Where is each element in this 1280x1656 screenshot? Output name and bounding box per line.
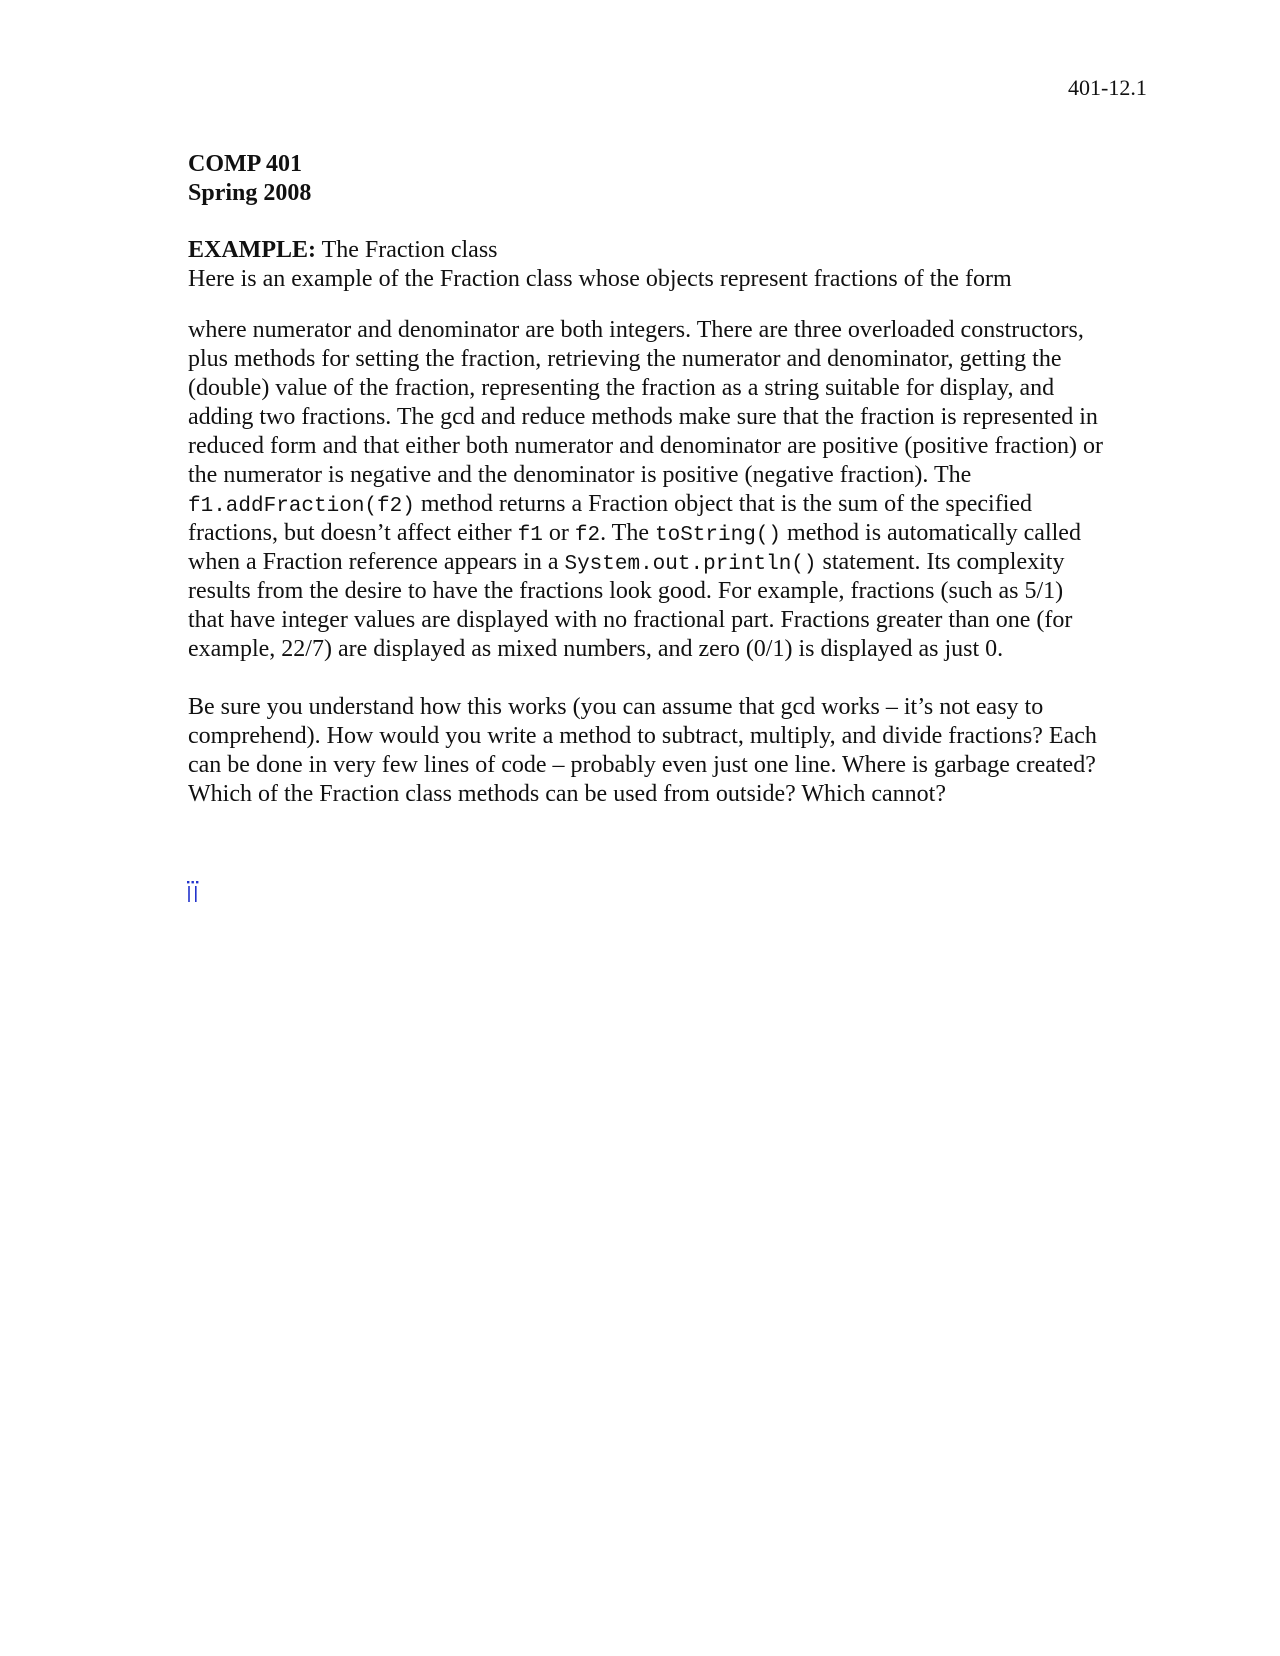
course-heading (188, 150, 1158, 208)
text-line: the numerator is negative and the denominator is positive (negative fraction). The (188, 462, 972, 488)
text-line (188, 519, 1158, 548)
code-snippet: f1.addFraction(f2) (188, 495, 415, 518)
text-run: fractions, but doesn’t affect either (188, 520, 518, 546)
text-run: method returns a Fraction object that is the sum of the specified (414, 491, 1033, 517)
code-snippet: toString() (655, 524, 782, 547)
example-title: The Fraction class (316, 237, 498, 263)
text-run: . The (600, 520, 655, 546)
document-body (188, 150, 1158, 809)
text-line: Which of the Fraction class methods can be used from outside? Which cannot? (188, 781, 946, 807)
text-line (188, 490, 1158, 519)
example-intro: Here is an example of the Fraction class whose objects represent fractions of the form (188, 266, 1012, 292)
text-line: that have integer values are displayed with no fractional part. Fractions greater than one (for (188, 607, 1073, 633)
text-line: (double) value of the fraction, representing the fraction as a string suitable for display, and (188, 375, 1055, 401)
example-label: EXAMPLE: (188, 237, 316, 263)
code-snippet: f1 (517, 524, 543, 547)
text-run: or (542, 520, 575, 546)
text-line: results from the desire to have the fractions look good. For example, fractions (such as 5/1) (188, 578, 1064, 604)
text-run: method is automatically called (781, 520, 1081, 546)
text-line (188, 548, 1158, 577)
paragraph-questions (188, 693, 1158, 809)
code-snippet: f2 (574, 524, 601, 547)
text-line: example, 22/7) are displayed as mixed numbers, and zero (0/1) is displayed as just 0. (188, 636, 1004, 662)
course-code: COMP 401 (188, 151, 302, 177)
text-run: statement. Its complexity (816, 549, 1065, 575)
code-snippet: System.out.println() (564, 553, 817, 576)
text-run: when a Fraction reference appears in a (188, 549, 565, 575)
text-line: adding two fractions. The gcd and reduce methods make sure that the fraction is represented in (188, 404, 1098, 430)
example-heading-block (188, 236, 1158, 294)
text-line: plus methods for setting the fraction, retrieving the numerator and denominator, getting the (188, 346, 1062, 372)
text-line: can be done in very few lines of code – probably even just one line. Where is garbage created? (188, 752, 1096, 778)
text-line: reduced form and that either both numerator and denominator are positive (positive fraction) or (188, 433, 1104, 459)
text-line: where numerator and denominator are both integers. There are three overloaded constructors, (188, 317, 1084, 343)
paragraph-description (188, 316, 1158, 664)
example-heading (188, 236, 1158, 265)
text-cursor-icon (186, 880, 202, 904)
text-line: comprehend). How would you write a method to subtract, multiply, and divide fractions? Each (188, 723, 1097, 749)
page-number: 401-12.1 (1068, 75, 1147, 100)
course-term: Spring 2008 (188, 180, 312, 206)
text-line: Be sure you understand how this works (you can assume that gcd works – it’s not easy to (188, 694, 1044, 720)
